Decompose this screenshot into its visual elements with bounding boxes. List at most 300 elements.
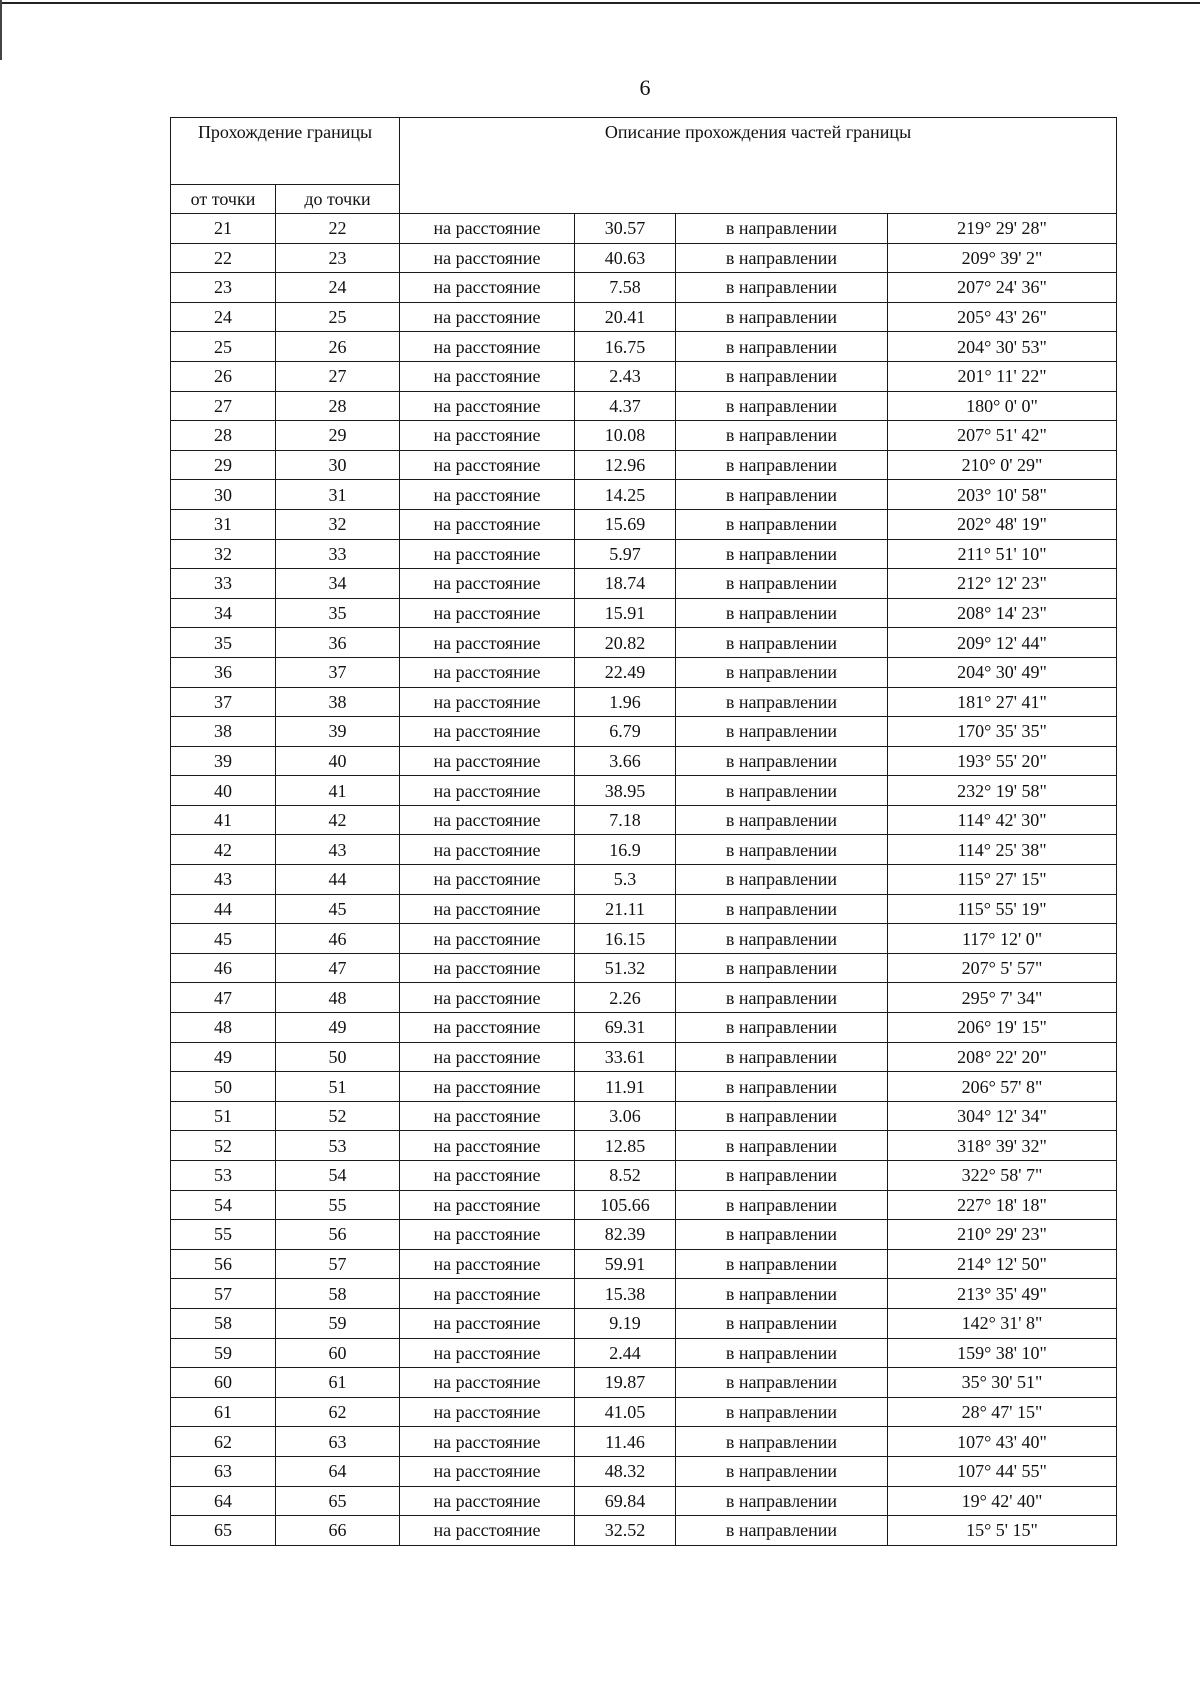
cell-distance: 3.66: [575, 746, 676, 776]
cell-direction: 107° 44' 55": [888, 1456, 1117, 1486]
cell-direction-label: в направлении: [676, 657, 888, 687]
cell-direction: 28° 47' 15": [888, 1397, 1117, 1427]
cell-direction-label: в направлении: [676, 1427, 888, 1457]
cell-from-point: 27: [171, 391, 276, 421]
table-row: [171, 1072, 1117, 1102]
cell-distance-label: на расстояние: [400, 717, 575, 747]
cell-to-point: 37: [276, 657, 400, 687]
cell-from-point: 26: [171, 361, 276, 391]
cell-distance: 41.05: [575, 1397, 676, 1427]
cell-distance-label: на расстояние: [400, 983, 575, 1013]
table-row: [171, 1013, 1117, 1043]
description-header: Описание прохождения частей границы: [400, 118, 1117, 214]
table-row: [171, 1516, 1117, 1546]
cell-direction: 201° 11' 22": [888, 361, 1117, 391]
cell-to-point: 57: [276, 1249, 400, 1279]
cell-to-point: 63: [276, 1427, 400, 1457]
table-body: [171, 214, 1117, 1546]
table-row: [171, 1456, 1117, 1486]
table-row: [171, 450, 1117, 480]
cell-to-point: 53: [276, 1131, 400, 1161]
cell-from-point: 48: [171, 1013, 276, 1043]
cell-direction: 210° 29' 23": [888, 1220, 1117, 1250]
cell-distance: 16.9: [575, 835, 676, 865]
cell-direction: 322° 58' 7": [888, 1161, 1117, 1191]
table-row: [171, 1486, 1117, 1516]
table-row: [171, 243, 1117, 273]
cell-distance: 20.82: [575, 628, 676, 658]
cell-direction: 207° 51' 42": [888, 421, 1117, 451]
cell-distance: 59.91: [575, 1249, 676, 1279]
cell-to-point: 31: [276, 480, 400, 510]
cell-from-point: 61: [171, 1397, 276, 1427]
cell-direction-label: в направлении: [676, 1456, 888, 1486]
cell-distance: 40.63: [575, 243, 676, 273]
cell-to-point: 46: [276, 924, 400, 954]
cell-direction: 107° 43' 40": [888, 1427, 1117, 1457]
cell-distance-label: на расстояние: [400, 480, 575, 510]
cell-to-point: 50: [276, 1042, 400, 1072]
cell-to-point: 28: [276, 391, 400, 421]
cell-to-point: 58: [276, 1279, 400, 1309]
cell-distance-label: на расстояние: [400, 391, 575, 421]
table-row: [171, 805, 1117, 835]
cell-to-point: 25: [276, 302, 400, 332]
table-row: [171, 628, 1117, 658]
cell-from-point: 50: [171, 1072, 276, 1102]
table-row: [171, 1427, 1117, 1457]
cell-direction-label: в направлении: [676, 865, 888, 895]
cell-direction-label: в направлении: [676, 1072, 888, 1102]
cell-distance-label: на расстояние: [400, 835, 575, 865]
cell-from-point: 44: [171, 894, 276, 924]
cell-direction-label: в направлении: [676, 1308, 888, 1338]
cell-direction: 205° 43' 26": [888, 302, 1117, 332]
cell-direction-label: в направлении: [676, 687, 888, 717]
cell-direction: 208° 14' 23": [888, 598, 1117, 628]
cell-distance: 69.31: [575, 1013, 676, 1043]
cell-direction: 115° 55' 19": [888, 894, 1117, 924]
cell-direction-label: в направлении: [676, 450, 888, 480]
table-row: [171, 717, 1117, 747]
cell-from-point: 21: [171, 214, 276, 244]
cell-distance-label: на расстояние: [400, 1427, 575, 1457]
cell-distance-label: на расстояние: [400, 1072, 575, 1102]
boundary-table: [170, 117, 1117, 1546]
cell-from-point: 22: [171, 243, 276, 273]
cell-distance-label: на расстояние: [400, 953, 575, 983]
cell-to-point: 24: [276, 273, 400, 303]
cell-distance-label: на расстояние: [400, 924, 575, 954]
cell-to-point: 35: [276, 598, 400, 628]
cell-direction-label: в направлении: [676, 1249, 888, 1279]
cell-direction-label: в направлении: [676, 391, 888, 421]
cell-distance-label: на расстояние: [400, 1190, 575, 1220]
table-row: [171, 657, 1117, 687]
cell-direction: 193° 55' 20": [888, 746, 1117, 776]
cell-from-point: 49: [171, 1042, 276, 1072]
cell-distance-label: на расстояние: [400, 1456, 575, 1486]
table-row: [171, 1190, 1117, 1220]
cell-from-point: 54: [171, 1190, 276, 1220]
cell-from-point: 64: [171, 1486, 276, 1516]
cell-distance: 15.38: [575, 1279, 676, 1309]
cell-distance-label: на расстояние: [400, 1486, 575, 1516]
cell-to-point: 42: [276, 805, 400, 835]
cell-distance-label: на расстояние: [400, 1220, 575, 1250]
table-row: [171, 1308, 1117, 1338]
cell-direction-label: в направлении: [676, 302, 888, 332]
cell-direction-label: в направлении: [676, 273, 888, 303]
cell-from-point: 63: [171, 1456, 276, 1486]
cell-direction: 206° 19' 15": [888, 1013, 1117, 1043]
cell-direction-label: в направлении: [676, 894, 888, 924]
cell-distance: 38.95: [575, 776, 676, 806]
cell-distance-label: на расстояние: [400, 894, 575, 924]
cell-direction-label: в направлении: [676, 1486, 888, 1516]
cell-from-point: 42: [171, 835, 276, 865]
cell-distance: 82.39: [575, 1220, 676, 1250]
cell-direction-label: в направлении: [676, 421, 888, 451]
table-row: [171, 894, 1117, 924]
cell-direction: 115° 27' 15": [888, 865, 1117, 895]
cell-distance: 2.43: [575, 361, 676, 391]
cell-to-point: 56: [276, 1220, 400, 1250]
cell-to-point: 22: [276, 214, 400, 244]
cell-from-point: 32: [171, 539, 276, 569]
cell-direction: 159° 38' 10": [888, 1338, 1117, 1368]
cell-from-point: 59: [171, 1338, 276, 1368]
table-row: [171, 924, 1117, 954]
table-row: [171, 361, 1117, 391]
cell-to-point: 48: [276, 983, 400, 1013]
table-row: [171, 687, 1117, 717]
cell-direction-label: в направлении: [676, 1368, 888, 1398]
cell-distance: 9.19: [575, 1308, 676, 1338]
cell-distance-label: на расстояние: [400, 1101, 575, 1131]
cell-from-point: 43: [171, 865, 276, 895]
cell-distance: 21.11: [575, 894, 676, 924]
cell-direction-label: в направлении: [676, 776, 888, 806]
cell-from-point: 46: [171, 953, 276, 983]
cell-from-point: 56: [171, 1249, 276, 1279]
table-row: [171, 835, 1117, 865]
cell-from-point: 23: [171, 273, 276, 303]
cell-to-point: 65: [276, 1486, 400, 1516]
cell-to-point: 34: [276, 569, 400, 599]
cell-direction-label: в направлении: [676, 480, 888, 510]
cell-distance-label: на расстояние: [400, 598, 575, 628]
cell-distance: 32.52: [575, 1516, 676, 1546]
cell-distance: 69.84: [575, 1486, 676, 1516]
cell-distance: 48.32: [575, 1456, 676, 1486]
cell-from-point: 52: [171, 1131, 276, 1161]
table-row: [171, 1042, 1117, 1072]
table-row: [171, 598, 1117, 628]
to-point-header: до точки: [276, 185, 400, 214]
cell-to-point: 52: [276, 1101, 400, 1131]
cell-distance: 11.91: [575, 1072, 676, 1102]
cell-direction: 117° 12' 0": [888, 924, 1117, 954]
cell-distance: 51.32: [575, 953, 676, 983]
cell-to-point: 40: [276, 746, 400, 776]
table-row: [171, 273, 1117, 303]
cell-to-point: 27: [276, 361, 400, 391]
cell-direction-label: в направлении: [676, 1013, 888, 1043]
cell-direction: 15° 5' 15": [888, 1516, 1117, 1546]
cell-distance: 20.41: [575, 302, 676, 332]
cell-to-point: 32: [276, 509, 400, 539]
cell-direction-label: в направлении: [676, 214, 888, 244]
cell-distance-label: на расстояние: [400, 628, 575, 658]
cell-distance-label: на расстояние: [400, 361, 575, 391]
cell-direction: 35° 30' 51": [888, 1368, 1117, 1398]
cell-direction: 203° 10' 58": [888, 480, 1117, 510]
table-header-row: [171, 118, 1117, 185]
cell-direction: 295° 7' 34": [888, 983, 1117, 1013]
cell-distance: 11.46: [575, 1427, 676, 1457]
cell-from-point: 29: [171, 450, 276, 480]
cell-direction: 209° 12' 44": [888, 628, 1117, 658]
cell-from-point: 65: [171, 1516, 276, 1546]
cell-direction-label: в направлении: [676, 717, 888, 747]
table-row: [171, 1220, 1117, 1250]
table-row: [171, 421, 1117, 451]
cell-distance-label: на расстояние: [400, 421, 575, 451]
cell-direction: 211° 51' 10": [888, 539, 1117, 569]
cell-distance: 12.96: [575, 450, 676, 480]
cell-direction: 213° 35' 49": [888, 1279, 1117, 1309]
cell-direction-label: в направлении: [676, 569, 888, 599]
cell-from-point: 39: [171, 746, 276, 776]
table-row: [171, 539, 1117, 569]
cell-direction-label: в направлении: [676, 835, 888, 865]
cell-distance-label: на расстояние: [400, 450, 575, 480]
cell-from-point: 37: [171, 687, 276, 717]
scan-edge-left: [0, 0, 2, 60]
cell-direction: 318° 39' 32": [888, 1131, 1117, 1161]
cell-to-point: 45: [276, 894, 400, 924]
cell-direction-label: в направлении: [676, 539, 888, 569]
cell-distance: 7.18: [575, 805, 676, 835]
cell-direction-label: в направлении: [676, 1161, 888, 1191]
table-row: [171, 1101, 1117, 1131]
cell-direction-label: в направлении: [676, 332, 888, 362]
cell-distance-label: на расстояние: [400, 332, 575, 362]
cell-direction: 206° 57' 8": [888, 1072, 1117, 1102]
cell-distance-label: на расстояние: [400, 1279, 575, 1309]
cell-direction-label: в направлении: [676, 805, 888, 835]
cell-from-point: 55: [171, 1220, 276, 1250]
table-row: [171, 332, 1117, 362]
cell-direction: 204° 30' 53": [888, 332, 1117, 362]
cell-to-point: 59: [276, 1308, 400, 1338]
cell-to-point: 60: [276, 1338, 400, 1368]
cell-distance: 8.52: [575, 1161, 676, 1191]
cell-to-point: 44: [276, 865, 400, 895]
cell-to-point: 39: [276, 717, 400, 747]
cell-distance: 22.49: [575, 657, 676, 687]
cell-distance-label: на расстояние: [400, 273, 575, 303]
cell-from-point: 53: [171, 1161, 276, 1191]
cell-to-point: 38: [276, 687, 400, 717]
cell-distance-label: на расстояние: [400, 1013, 575, 1043]
cell-to-point: 51: [276, 1072, 400, 1102]
cell-from-point: 47: [171, 983, 276, 1013]
cell-distance: 16.75: [575, 332, 676, 362]
scan-edge-top: [0, 2, 1200, 4]
cell-to-point: 49: [276, 1013, 400, 1043]
cell-direction: 304° 12' 34": [888, 1101, 1117, 1131]
cell-from-point: 57: [171, 1279, 276, 1309]
cell-distance-label: на расстояние: [400, 1397, 575, 1427]
cell-distance: 12.85: [575, 1131, 676, 1161]
cell-from-point: 25: [171, 332, 276, 362]
cell-direction: 114° 42' 30": [888, 805, 1117, 835]
cell-to-point: 41: [276, 776, 400, 806]
cell-direction: 212° 12' 23": [888, 569, 1117, 599]
cell-from-point: 62: [171, 1427, 276, 1457]
cell-direction: 210° 0' 29": [888, 450, 1117, 480]
cell-direction: 180° 0' 0": [888, 391, 1117, 421]
cell-to-point: 23: [276, 243, 400, 273]
table-row: [171, 1249, 1117, 1279]
cell-direction-label: в направлении: [676, 746, 888, 776]
cell-direction-label: в направлении: [676, 983, 888, 1013]
cell-to-point: 33: [276, 539, 400, 569]
cell-to-point: 66: [276, 1516, 400, 1546]
cell-distance-label: на расстояние: [400, 776, 575, 806]
cell-direction-label: в направлении: [676, 509, 888, 539]
cell-distance: 2.26: [575, 983, 676, 1013]
cell-from-point: 34: [171, 598, 276, 628]
cell-direction: 207° 24' 36": [888, 273, 1117, 303]
cell-direction-label: в направлении: [676, 924, 888, 954]
cell-distance-label: на расстояние: [400, 1042, 575, 1072]
cell-distance-label: на расстояние: [400, 243, 575, 273]
cell-distance: 15.69: [575, 509, 676, 539]
cell-distance: 2.44: [575, 1338, 676, 1368]
cell-from-point: 33: [171, 569, 276, 599]
cell-direction-label: в направлении: [676, 361, 888, 391]
cell-to-point: 62: [276, 1397, 400, 1427]
cell-direction: 219° 29' 28": [888, 214, 1117, 244]
cell-direction: 204° 30' 49": [888, 657, 1117, 687]
table-row: [171, 1368, 1117, 1398]
cell-distance-label: на расстояние: [400, 1131, 575, 1161]
cell-distance: 6.79: [575, 717, 676, 747]
cell-from-point: 36: [171, 657, 276, 687]
cell-distance-label: на расстояние: [400, 1249, 575, 1279]
table-row: [171, 953, 1117, 983]
cell-direction-label: в направлении: [676, 628, 888, 658]
cell-distance: 15.91: [575, 598, 676, 628]
table-row: [171, 983, 1117, 1013]
cell-from-point: 60: [171, 1368, 276, 1398]
cell-distance: 19.87: [575, 1368, 676, 1398]
table-row: [171, 480, 1117, 510]
cell-direction: 207° 5' 57": [888, 953, 1117, 983]
cell-distance-label: на расстояние: [400, 865, 575, 895]
cell-distance-label: на расстояние: [400, 509, 575, 539]
cell-direction-label: в направлении: [676, 1131, 888, 1161]
cell-distance-label: на расстояние: [400, 214, 575, 244]
cell-distance: 1.96: [575, 687, 676, 717]
cell-from-point: 40: [171, 776, 276, 806]
cell-direction-label: в направлении: [676, 598, 888, 628]
cell-distance-label: на расстояние: [400, 1338, 575, 1368]
cell-distance-label: на расстояние: [400, 687, 575, 717]
table-row: [171, 509, 1117, 539]
table-row: [171, 391, 1117, 421]
table-row: [171, 1161, 1117, 1191]
cell-distance: 33.61: [575, 1042, 676, 1072]
cell-to-point: 29: [276, 421, 400, 451]
cell-distance: 3.06: [575, 1101, 676, 1131]
cell-direction: 232° 19' 58": [888, 776, 1117, 806]
cell-direction: 202° 48' 19": [888, 509, 1117, 539]
cell-distance-label: на расстояние: [400, 302, 575, 332]
cell-direction-label: в направлении: [676, 243, 888, 273]
cell-direction: 181° 27' 41": [888, 687, 1117, 717]
cell-from-point: 58: [171, 1308, 276, 1338]
boundary-passage-header: Прохождение границы: [171, 118, 400, 185]
cell-direction: 214° 12' 50": [888, 1249, 1117, 1279]
table-row: [171, 302, 1117, 332]
cell-distance-label: на расстояние: [400, 746, 575, 776]
cell-direction-label: в направлении: [676, 1516, 888, 1546]
cell-direction-label: в направлении: [676, 1338, 888, 1368]
table-row: [171, 776, 1117, 806]
cell-direction: 142° 31' 8": [888, 1308, 1117, 1338]
table-row: [171, 1279, 1117, 1309]
cell-direction-label: в направлении: [676, 1190, 888, 1220]
cell-from-point: 31: [171, 509, 276, 539]
cell-from-point: 24: [171, 302, 276, 332]
from-point-header: от точки: [171, 185, 276, 214]
cell-to-point: 55: [276, 1190, 400, 1220]
cell-to-point: 64: [276, 1456, 400, 1486]
cell-from-point: 38: [171, 717, 276, 747]
cell-distance-label: на расстояние: [400, 569, 575, 599]
cell-to-point: 30: [276, 450, 400, 480]
cell-direction-label: в направлении: [676, 1101, 888, 1131]
table-row: [171, 746, 1117, 776]
cell-distance: 5.97: [575, 539, 676, 569]
cell-distance: 105.66: [575, 1190, 676, 1220]
table-row: [171, 865, 1117, 895]
cell-distance: 7.58: [575, 273, 676, 303]
cell-direction-label: в направлении: [676, 1279, 888, 1309]
page-number: 6: [639, 75, 651, 100]
cell-to-point: 54: [276, 1161, 400, 1191]
cell-distance: 5.3: [575, 865, 676, 895]
cell-distance-label: на расстояние: [400, 805, 575, 835]
cell-direction: 114° 25' 38": [888, 835, 1117, 865]
cell-distance-label: на расстояние: [400, 1161, 575, 1191]
cell-distance-label: на расстояние: [400, 657, 575, 687]
cell-distance: 30.57: [575, 214, 676, 244]
cell-direction: 209° 39' 2": [888, 243, 1117, 273]
cell-direction-label: в направлении: [676, 1397, 888, 1427]
cell-direction: 227° 18' 18": [888, 1190, 1117, 1220]
table-row: [171, 1397, 1117, 1427]
cell-from-point: 28: [171, 421, 276, 451]
cell-from-point: 45: [171, 924, 276, 954]
cell-distance-label: на расстояние: [400, 1516, 575, 1546]
cell-direction-label: в направлении: [676, 1220, 888, 1250]
cell-distance: 10.08: [575, 421, 676, 451]
